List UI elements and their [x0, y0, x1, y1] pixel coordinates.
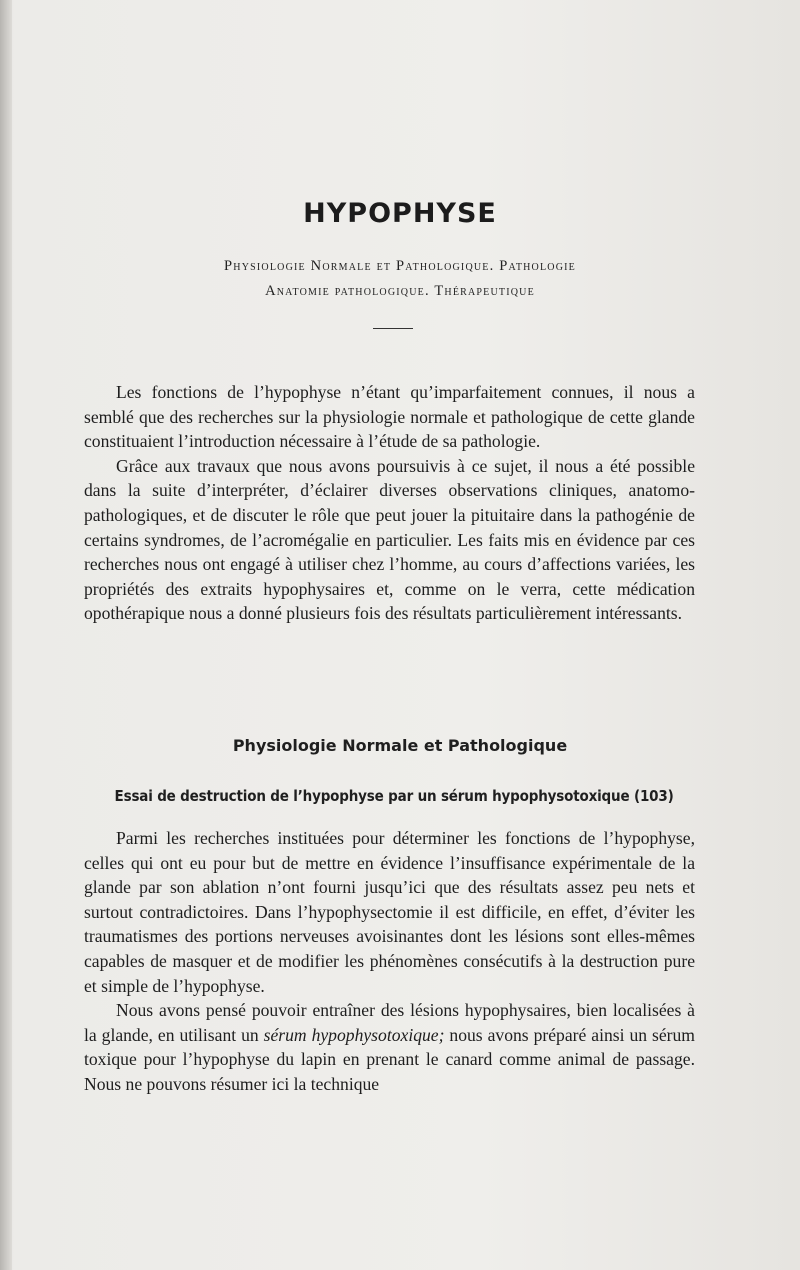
subtitle-line-1: Physiologie Normale et Pathologique. Pathologie	[224, 258, 576, 274]
body-paragraph-2	[84, 998, 695, 1096]
intro-paragraph-1: Les fonctions de l’hypophyse n’étant qu’imparfaitement connues, il nous a semblé que des recherches sur la physiologie normale et pathologique de cette glande constituaient l’introduction nécessaire à l’étude de sa pathologie.	[84, 382, 695, 452]
body-paragraph-2-start: Nous avons pensé pouvoir entraîner des lésions hypophysaires, bien localisées à la glande, en utilisant un	[84, 1000, 695, 1045]
intro-text	[84, 380, 695, 626]
body-paragraph-2-end: nous avons préparé ainsi un sérum toxique pour l’hypophyse du lapin en prenant le canard comme animal de passage. Nous ne pouvons résumer ici la technique	[84, 1024, 695, 1094]
page-title: HYPOPHYSE	[303, 198, 497, 229]
body-text	[84, 826, 695, 1097]
section-heading: Physiologie Normale et Pathologique	[232, 736, 568, 755]
body-paragraph-1: Parmi les recherches instituées pour déterminer les fonctions de l’hypophyse, celles qui ont eu pour but de mettre en évidence l’insuffisance expérimentale de la glande par son ablation n’ont fourni jusqu’ici que des résultats assez peu nets et surtout contradictoires. Dans l’hypophysectomie il est difficile, en effet, d’éviter les traumatismes des portions nerveuses avoisinantes dont les lésions sont elles-mêmes capables de masquer et de modifier les phénomènes consécutifs à la destruction pure et simple de l’hypophyse.	[84, 828, 695, 996]
book-spine-shadow	[0, 0, 12, 1270]
intro-paragraph-2: Grâce aux travaux que nous avons poursuivis à ce sujet, il nous a été possible dans la suite d’interpréter, d’éclairer diverses observations cliniques, anatomo-pathologiques, et de discuter le rôle que peut jouer la pituitaire dans la pathogénie de certains syndromes, de l’acromégalie en particulier. Les faits mis en évidence par ces recherches nous ont engagé à utiliser chez l’homme, au cours d’affections variées, les propriétés des extraits hypophysaires et, comme on le verra, cette médication opothérapique nous a donné plusieurs fois des résultats particulièrement intéressants.	[84, 455, 695, 624]
subtitle-line-2: Anatomie pathologique. Thérapeutique	[265, 283, 535, 299]
subsection-heading: Essai de destruction de l’hypophyse par un sérum hypophysotoxique (103)	[114, 787, 674, 805]
italic-term: sérum hypophysotoxique;	[263, 1024, 445, 1045]
title-divider	[373, 328, 413, 329]
